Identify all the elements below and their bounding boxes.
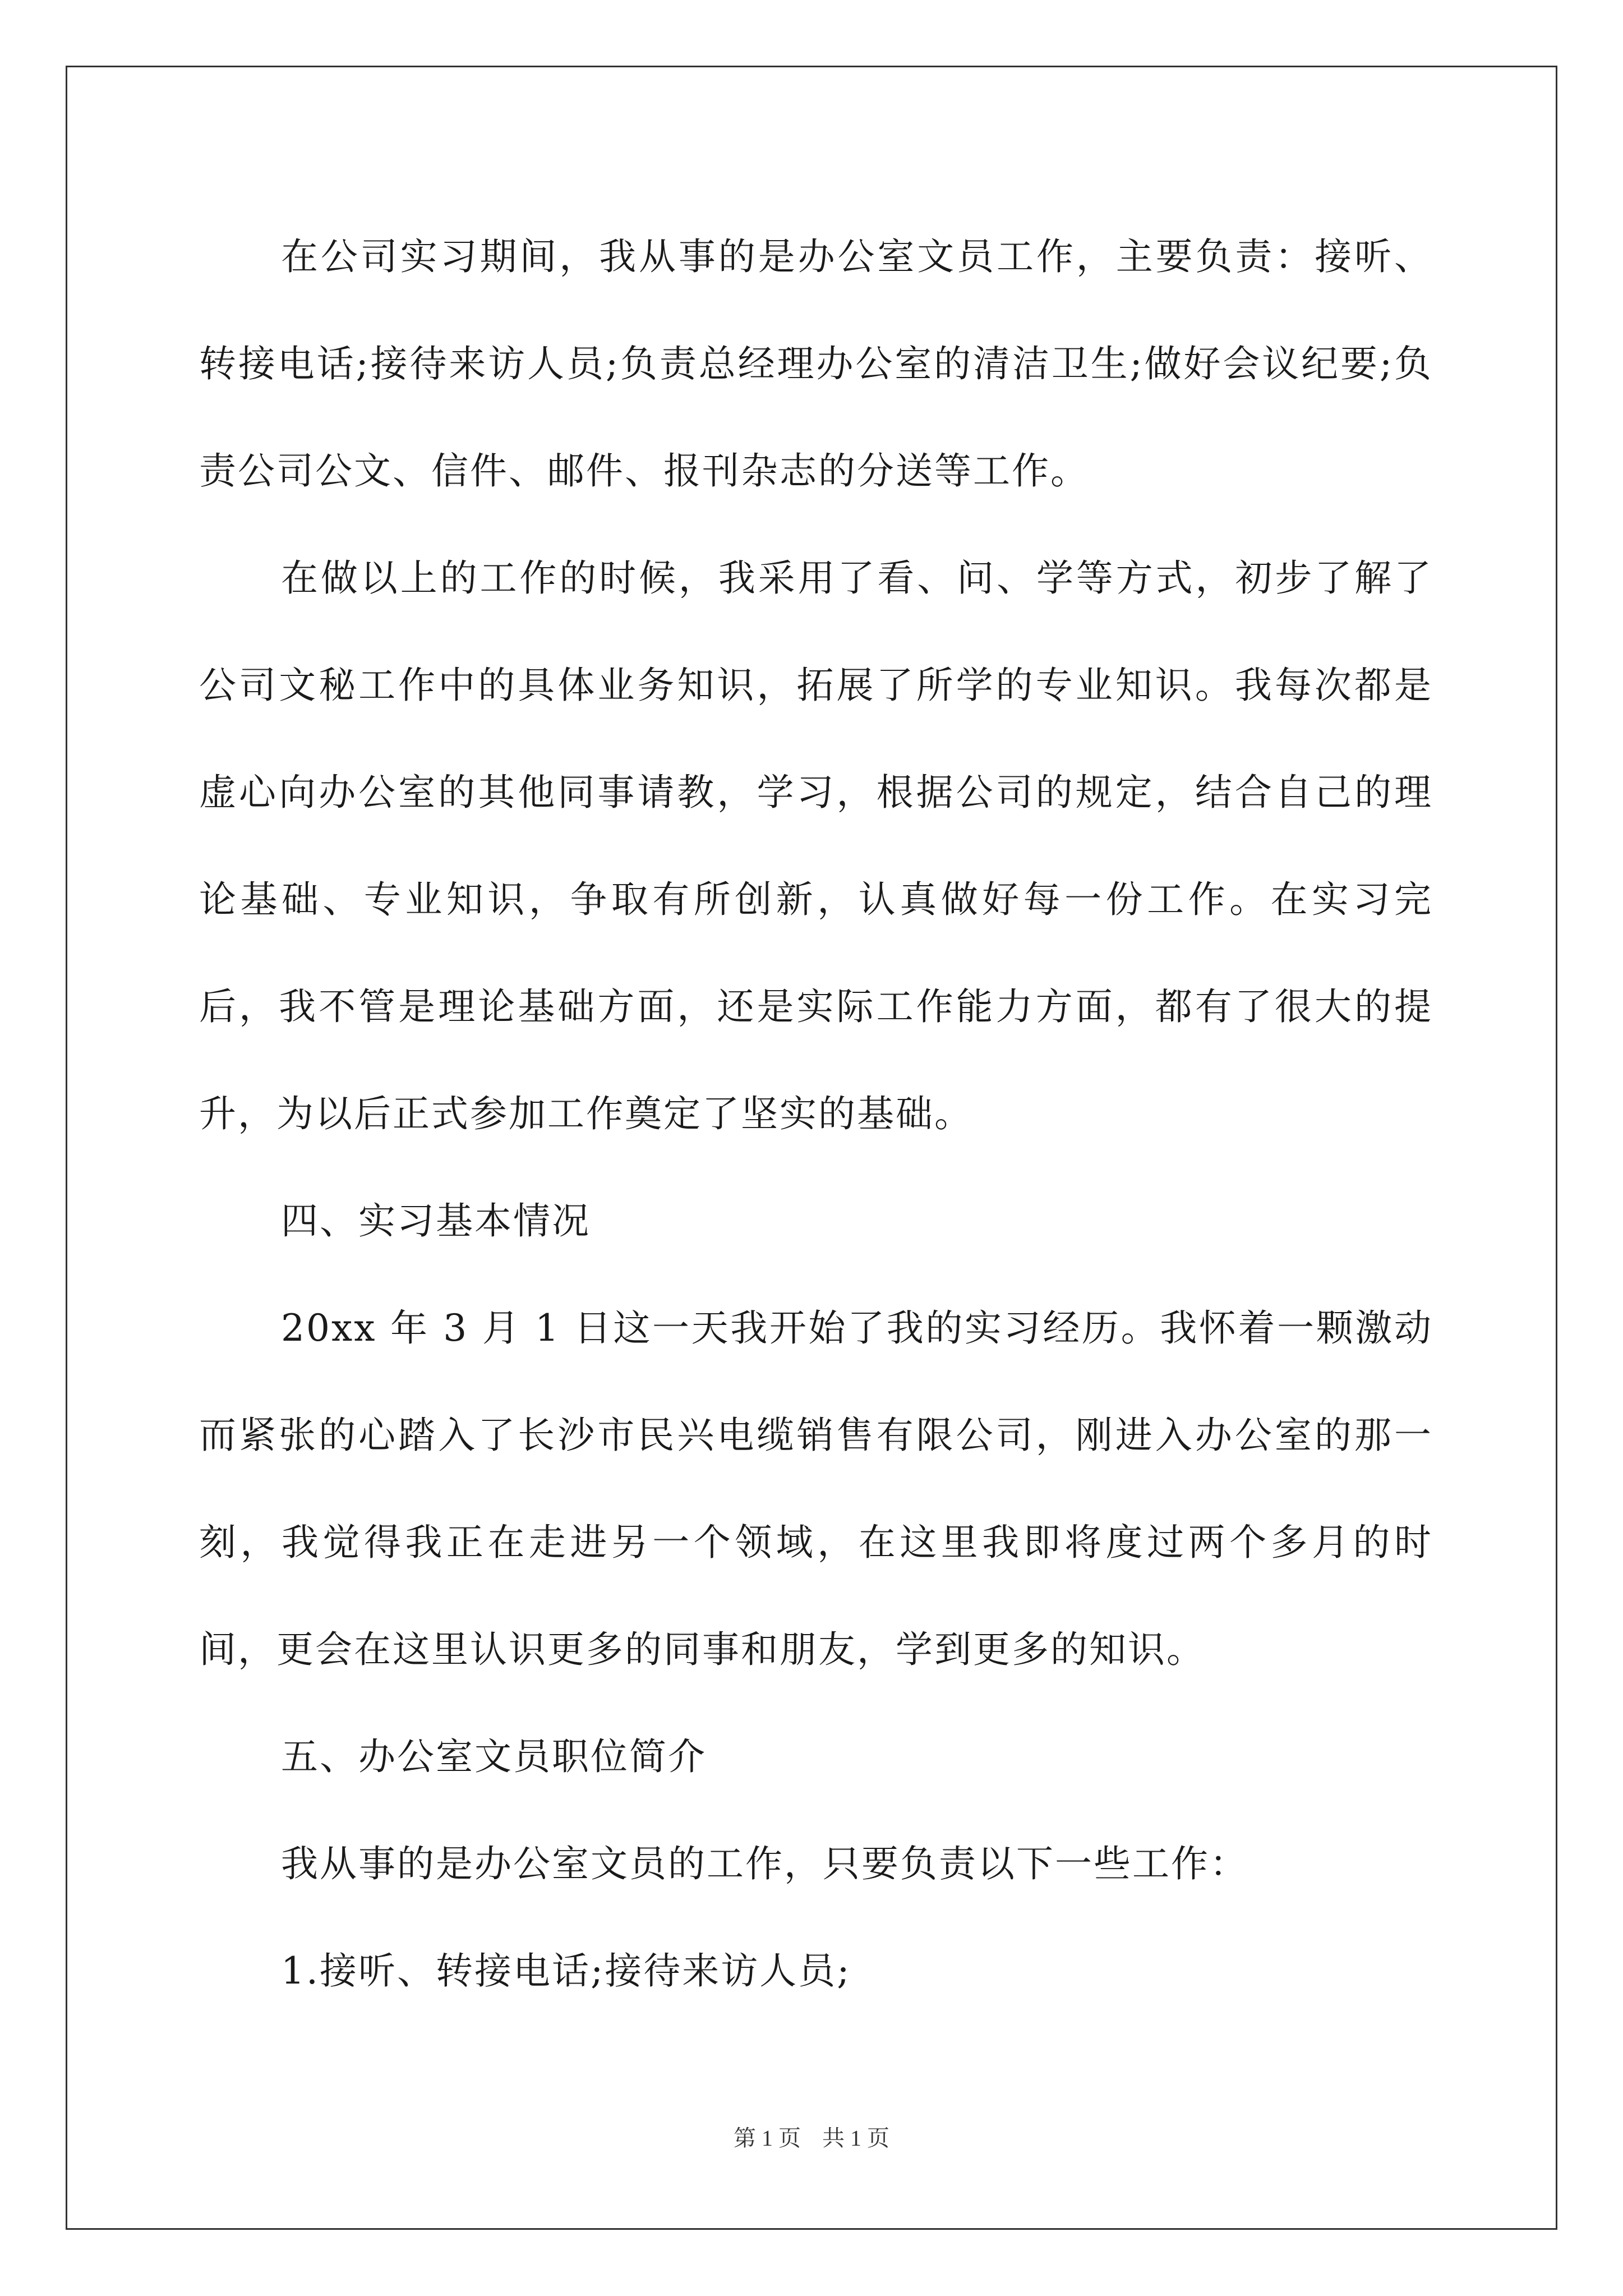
page-number: 第 1 页 xyxy=(734,2125,801,2151)
paragraph-position-summary: 我从事的是办公室文员的工作，只要负责以下一些工作： xyxy=(281,1842,1248,1885)
page-footer xyxy=(0,2120,1623,2152)
paragraph-internship-start: 20xx 年 3 月 1 日这一天我开始了我的实习经历。我怀着一颗激动而紧张的心踏入了长沙市民兴电缆销售有限公司，刚进入办公室的那一刻，我觉得我正在走进另一个领域，在这里我即将度过两个多月的时间，更会在这里认识更多的同事和朋友，学到更多的知识。 xyxy=(199,1306,1433,1671)
page-total: 共 1 页 xyxy=(822,2125,889,2151)
document-body xyxy=(199,203,1433,2024)
paragraph-work-methods: 在做以上的工作的时候，我采用了看、问、学等方式，初步了解了公司文秘工作中的具体业务知识，拓展了所学的专业知识。我每次都是虚心向办公室的其他同事请教，学习，根据公司的规定，结合自己的理论基础、专业知识，争取有所创新，认真做好每一份工作。在实习完后，我不管是理论基础方面，还是实际工作能力方面，都有了很大的提升，为以后正式参加工作奠定了坚实的基础。 xyxy=(199,556,1433,1135)
section-heading-position-intro: 五、办公室文员职位简介 xyxy=(281,1735,707,1778)
paragraph-internship-duties: 在公司实习期间，我从事的是办公室文员工作，主要负责：接听、转接电话;接待来访人员;负责总经理办公室的清洁卫生;做好会议纪要;负责公司公文、信件、邮件、报刊杂志的分送等工作。 xyxy=(199,235,1433,493)
section-heading-basic-situation: 四、实习基本情况 xyxy=(281,1199,591,1243)
list-item-1: 1.接听、转接电话;接待来访人员; xyxy=(281,1949,851,1993)
